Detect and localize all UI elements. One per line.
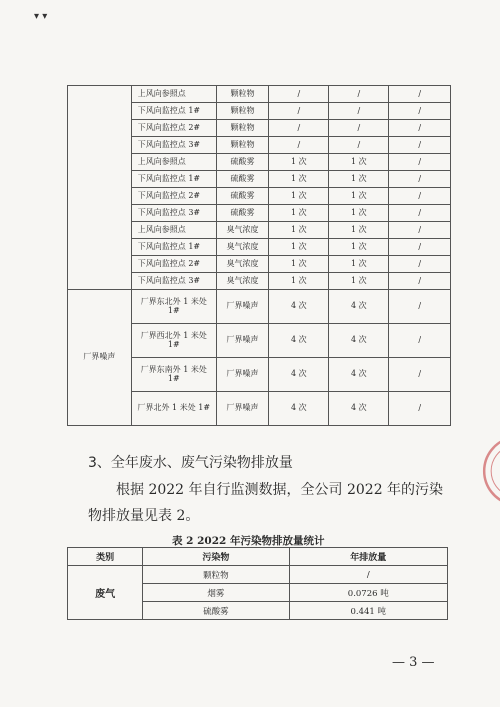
- remark-cell: /: [389, 239, 451, 256]
- frequency-cell: /: [269, 120, 329, 137]
- frequency-cell: 1 次: [269, 154, 329, 171]
- remark-cell: /: [389, 86, 451, 103]
- monitoring-point-cell: 下风向监控点 2#: [131, 120, 216, 137]
- monitoring-point-cell: 厂界北外 1 米处 1#: [131, 392, 216, 426]
- remark-cell: /: [389, 358, 451, 392]
- pollutant-cell: 厂界噪声: [216, 392, 269, 426]
- remark-cell: /: [389, 290, 451, 324]
- pollutant-cell: 硫酸雾: [216, 188, 269, 205]
- frequency-cell: 1 次: [269, 222, 329, 239]
- monitoring-point-cell: 上风向参照点: [131, 86, 216, 103]
- frequency-cell: 4 次: [269, 324, 329, 358]
- remark-cell: /: [389, 324, 451, 358]
- monitoring-point-cell: 上风向参照点: [131, 222, 216, 239]
- frequency-cell: 4 次: [269, 392, 329, 426]
- pollutant-cell: 臭气浓度: [216, 273, 269, 290]
- pollutant-cell: 臭气浓度: [216, 222, 269, 239]
- frequency-cell: 1 次: [269, 273, 329, 290]
- remark-cell: /: [389, 120, 451, 137]
- pollutant-cell: 硫酸雾: [216, 205, 269, 222]
- pollutant-cell: 颗粒物: [216, 120, 269, 137]
- count-cell: 1 次: [329, 273, 389, 290]
- count-cell: 1 次: [329, 239, 389, 256]
- pollutant-cell: 颗粒物: [216, 86, 269, 103]
- table-row: [68, 566, 448, 584]
- corner-mark: ▾ ▾: [34, 11, 48, 22]
- monitoring-point-cell: 下风向监控点 1#: [131, 171, 216, 188]
- body-paragraph: [88, 477, 448, 529]
- header-pollutant: 污染物: [143, 548, 289, 566]
- count-cell: /: [329, 86, 389, 103]
- section-heading: 3、全年废水、废气污染物排放量: [88, 455, 293, 471]
- count-cell: 4 次: [329, 392, 389, 426]
- remark-cell: /: [389, 137, 451, 154]
- pollutant-cell: 厂界噪声: [216, 358, 269, 392]
- remark-cell: /: [389, 222, 451, 239]
- pollutant-cell: 颗粒物: [216, 137, 269, 154]
- remark-cell: /: [389, 103, 451, 120]
- amount-cell: 0.441 吨: [289, 602, 447, 620]
- count-cell: 1 次: [329, 154, 389, 171]
- count-cell: 1 次: [329, 171, 389, 188]
- monitoring-point-cell: 下风向监控点 2#: [131, 188, 216, 205]
- pollutant-cell: 厂界噪声: [216, 324, 269, 358]
- paragraph-text: 根据 2022 年自行监测数据，全公司 2022 年的污染物排放量见表 2。: [88, 482, 444, 524]
- monitoring-point-cell: 下风向监控点 2#: [131, 256, 216, 273]
- remark-cell: /: [389, 392, 451, 426]
- frequency-cell: /: [269, 103, 329, 120]
- frequency-cell: 1 次: [269, 256, 329, 273]
- remark-cell: /: [389, 171, 451, 188]
- remark-cell: /: [389, 205, 451, 222]
- pollutant-cell: 臭气浓度: [216, 256, 269, 273]
- monitoring-point-cell: 下风向监控点 3#: [131, 205, 216, 222]
- count-cell: 4 次: [329, 358, 389, 392]
- pollutant-cell: 硫酸雾: [143, 602, 289, 620]
- emission-table: [67, 547, 448, 620]
- count-cell: 1 次: [329, 222, 389, 239]
- count-cell: /: [329, 103, 389, 120]
- remark-cell: /: [389, 154, 451, 171]
- monitoring-point-cell: 下风向监控点 3#: [131, 137, 216, 154]
- amount-cell: 0.0726 吨: [289, 584, 447, 602]
- monitoring-point-cell: 下风向监控点 1#: [131, 103, 216, 120]
- page-number: — 3 —: [392, 655, 435, 670]
- pollutant-cell: 厂界噪声: [216, 290, 269, 324]
- pollutant-cell: 烟雾: [143, 584, 289, 602]
- remark-cell: /: [389, 188, 451, 205]
- monitoring-point-cell: 厂界东北外 1 米处 1#: [131, 290, 216, 324]
- frequency-cell: 4 次: [269, 358, 329, 392]
- table-row: [68, 86, 451, 103]
- category-cell: [68, 86, 132, 290]
- count-cell: 1 次: [329, 256, 389, 273]
- count-cell: 1 次: [329, 205, 389, 222]
- header-amount: 年排放量: [289, 548, 447, 566]
- header-category: 类别: [68, 548, 143, 566]
- frequency-cell: 1 次: [269, 205, 329, 222]
- table-row: [68, 290, 451, 324]
- monitoring-point-cell: 上风向参照点: [131, 154, 216, 171]
- noise-category-cell: 厂界噪声: [68, 290, 132, 426]
- table-caption: 表 2 2022 年污染物排放量统计: [172, 535, 325, 547]
- remark-cell: /: [389, 273, 451, 290]
- count-cell: 1 次: [329, 188, 389, 205]
- seal-stamp: [472, 436, 500, 506]
- monitoring-point-cell: 下风向监控点 1#: [131, 239, 216, 256]
- pollutant-cell: 硫酸雾: [216, 154, 269, 171]
- count-cell: 4 次: [329, 324, 389, 358]
- count-cell: 4 次: [329, 290, 389, 324]
- frequency-cell: 1 次: [269, 239, 329, 256]
- monitoring-point-cell: 厂界东南外 1 米处 1#: [131, 358, 216, 392]
- pollutant-cell: 颗粒物: [216, 103, 269, 120]
- amount-cell: /: [289, 566, 447, 584]
- pollutant-cell: 硫酸雾: [216, 171, 269, 188]
- category-cell: 废气: [68, 566, 143, 620]
- frequency-cell: 1 次: [269, 171, 329, 188]
- frequency-cell: 1 次: [269, 188, 329, 205]
- count-cell: /: [329, 137, 389, 154]
- pollutant-cell: 颗粒物: [143, 566, 289, 584]
- count-cell: /: [329, 120, 389, 137]
- pollutant-cell: 臭气浓度: [216, 239, 269, 256]
- emission-header-row: [68, 548, 448, 566]
- monitoring-point-cell: 厂界西北外 1 米处 1#: [131, 324, 216, 358]
- monitoring-table: [67, 85, 451, 426]
- monitoring-point-cell: 下风向监控点 3#: [131, 273, 216, 290]
- remark-cell: /: [389, 256, 451, 273]
- frequency-cell: 4 次: [269, 290, 329, 324]
- frequency-cell: /: [269, 86, 329, 103]
- frequency-cell: /: [269, 137, 329, 154]
